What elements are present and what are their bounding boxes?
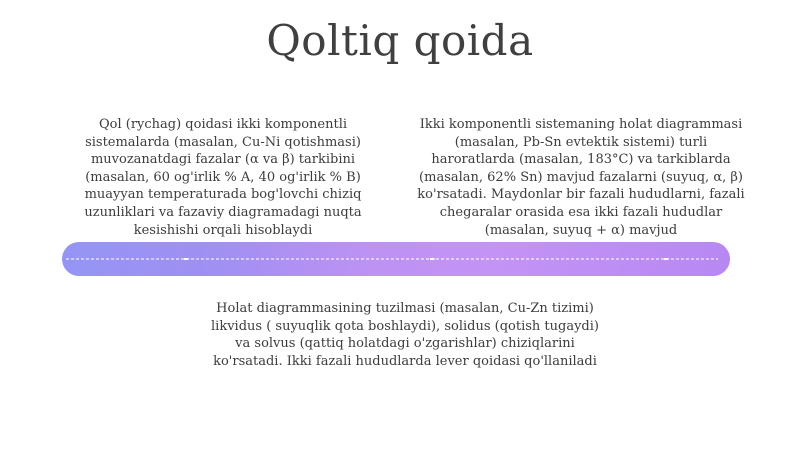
arrow-head-2-icon bbox=[430, 258, 436, 260]
slide-title: Qoltiq qoida bbox=[266, 16, 534, 65]
text-block-right: Ikki komponentli sistemaning holat diagrammasi (masalan, Pb-Sn evtektik sistemi) turli haroratlarda (masalan, 183°C) va tarkiblarda (masalan, 62% Sn) mavjud fazalarni (suyuq, α, β) ko'rsatadi. Maydonlar bir fazali hududlarni, fazali chegaralar orasida esa ikki fazali hududlar (masalan, suyuq + α) mavjud bbox=[417, 117, 745, 238]
arrow-head-1-icon bbox=[184, 258, 190, 260]
text-block-bottom: Holat diagrammasining tuzilmasi (masalan, Cu-Zn tizimi) likvidus ( suyuqlik qota boshlaydi), solidus (qotish tugaydi) va solvus (qattiq holatdagi o'zgarishlar) chiziqlarini ko'rsatadi. Ikki fazali hududlarda lever qoidasi qo'llaniladi bbox=[211, 301, 599, 369]
arrow-head-3-icon bbox=[664, 258, 670, 260]
text-block-left: Qol (rychag) qoidasi ikki komponentli sistemalarda (masalan, Cu-Ni qotishmasi) muvozanatdagi fazalar (α va β) tarkibini (masalan, 60 og'irlik % A, 40 og'irlik % B) muayyan temperaturada bog'lovchi chiziq uzunliklari va fazaviy diagramadagi nuqta kesishishi orqali hisoblaydi bbox=[84, 117, 362, 238]
timeline-arrow bbox=[66, 258, 718, 260]
